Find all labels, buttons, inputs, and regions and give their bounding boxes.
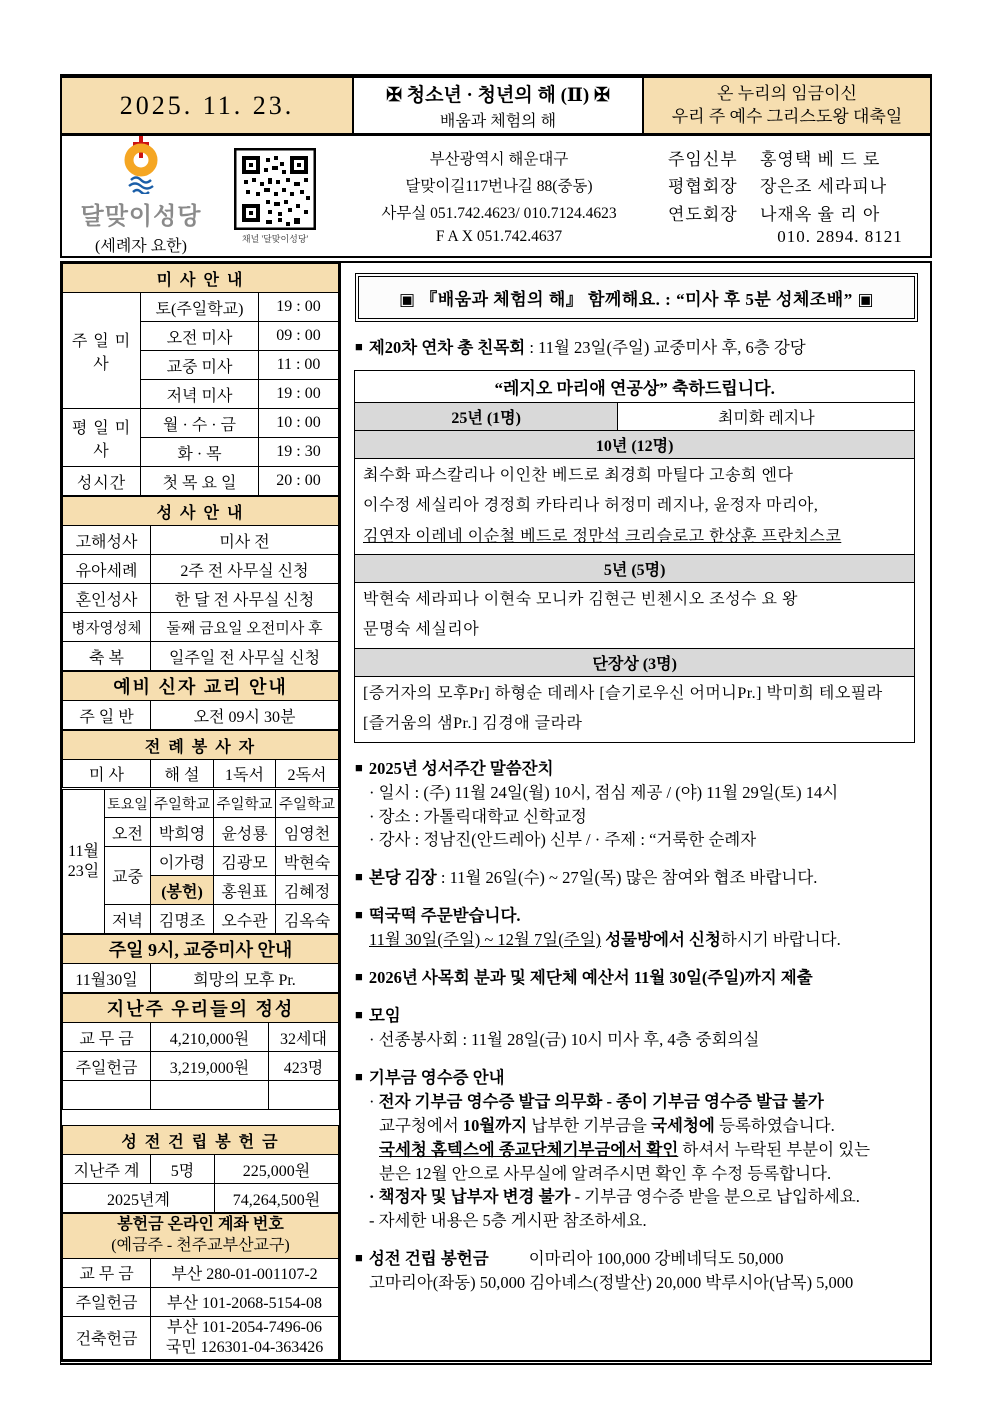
account-number: 부산 101-2068-5154-08 [151, 1287, 339, 1316]
notice-bold: 10월까지 [462, 1115, 528, 1135]
notice-receipt [355, 1066, 918, 1233]
legio-25yr-label: 25년 (1명) [355, 402, 618, 430]
table-row [63, 293, 339, 322]
mass-name: 첫 목 요 일 [141, 467, 259, 496]
bible-week-item: · 강사 : 정남진(안드레아) 신부 / · 주제 : “거룩한 순례자 [369, 830, 757, 850]
church-logo [62, 136, 220, 256]
section-title-building-fund: 성 전 건 립 봉 헌 금 [63, 1126, 339, 1155]
servers-name: 김혜정 [276, 876, 339, 905]
square-bullet-icon: ■ [355, 1007, 363, 1023]
theme-banner: ▣ 『배움과 체험의 해』 함께해요. : “미사 후 5분 성체조배” ▣ [355, 273, 918, 322]
square-bullet-icon: ■ [355, 907, 363, 923]
square-bullet-icon: ■ [355, 1068, 363, 1084]
offering-amount [151, 1081, 269, 1110]
catechism-label: 주 일 반 [63, 701, 151, 730]
staff-name: 홍영택 베 드 로 [760, 150, 881, 170]
offering-count: 32세대 [269, 1023, 339, 1052]
header [60, 74, 932, 258]
notice-rest: 분은 12월 안으로 사무실에 알려주시면 확인 후 수정 등록합니다. [379, 1163, 832, 1183]
col-header-commentator: 해 설 [151, 760, 214, 789]
servers-name: 김광모 [214, 847, 276, 876]
mass-group-holyhour: 성시간 [63, 467, 141, 496]
notice-building-donation [355, 1247, 918, 1295]
notice-general-meeting [355, 336, 918, 360]
notice-bold: 성전 건립 봉헌금 [368, 1249, 489, 1269]
table-row [63, 1052, 339, 1081]
sacrament-value: 한 달 전 사무실 신청 [151, 584, 339, 613]
table-row [63, 818, 339, 847]
notice-bold: 국세청에 [651, 1115, 715, 1135]
servers-name: 김명조 [151, 905, 214, 934]
sacrament-label: 혼인성사 [63, 584, 151, 613]
servers-name: 홍원표 [214, 876, 276, 905]
mass-schedule-table [62, 263, 339, 496]
section-title-mass: 미 사 안 내 [63, 264, 339, 293]
servers-offertory: (봉헌) [151, 876, 214, 905]
church-name: 달맞이성당 [80, 203, 202, 230]
receipt-hometax: 국세청 홈텍스에 종교단체기부금에서 확인 [379, 1139, 679, 1159]
building-fund-year-amount: 74,264,500원 [215, 1184, 339, 1213]
mass-name: 교중 미사 [141, 351, 259, 380]
offerings-table [62, 993, 339, 1110]
account-label: 건축헌금 [63, 1316, 151, 1359]
notice-ricecake [355, 904, 918, 952]
legio-names-line: 박현숙 세라피나 이현숙 모니카 김현근 빈첸시오 조성수 요 왕 [363, 591, 798, 609]
mass-name: 저녁 미사 [141, 380, 259, 409]
staff-list [668, 136, 930, 256]
address-city: 부산광역시 해운대구 [429, 150, 569, 168]
sacrament-value: 일주일 전 사무실 신청 [151, 642, 339, 671]
notice-budget [355, 966, 918, 990]
offering-label: 교 무 금 [63, 1023, 151, 1052]
church-address [330, 136, 668, 256]
offering-amount: 4,210,000원 [151, 1023, 269, 1052]
sacrament-value: 2주 전 사무실 신청 [151, 555, 339, 584]
table-row [63, 526, 339, 555]
table-row [63, 1155, 339, 1184]
address-fax: F A X 051.742.4637 [435, 227, 563, 245]
legio-title: “레지오 마리애 연공상” 축하드립니다. [355, 370, 915, 402]
building-fund-amount: 225,000원 [215, 1155, 339, 1184]
sacrament-label: 축 복 [63, 642, 151, 671]
staff-name: 나재옥 율 리 아 [760, 204, 881, 224]
year-theme-subtitle: 배움과 체험의 해 [439, 113, 557, 130]
sacrament-label: 유아세례 [63, 555, 151, 584]
square-bullet-icon: ■ [355, 339, 363, 354]
church-logo-icon [109, 136, 173, 194]
table-row [63, 409, 339, 438]
bible-week-item: · 장소 : 가톨릭대학교 신학교정 [369, 806, 587, 826]
legio-10yr-label: 10년 (12명) [355, 430, 915, 458]
year-theme-title: ✠ 청소년 · 청년의 해 (Ⅱ) ✠ [386, 85, 610, 106]
mass-group-weekday: 평 일 미 사 [63, 409, 141, 467]
account-number: 부산 280-01-001107-2 [151, 1258, 339, 1287]
servers-name: 이가령 [151, 847, 214, 876]
account-label: 주일헌금 [63, 1287, 151, 1316]
table-row [63, 642, 339, 671]
building-fund-table [62, 1125, 339, 1213]
donor-list-line: 고마리아(좌동) 50,000 김아녜스(정발산) 20,000 박루시아(남목) 5,000 [369, 1273, 854, 1293]
servers-name: 오수관 [214, 905, 276, 934]
staff-name: 장은조 세라피나 [760, 177, 888, 197]
sacrament-label: 병자영성체 [63, 613, 151, 642]
notice-kimjang [355, 866, 918, 890]
legio-5yr-label: 5년 (5명) [355, 555, 915, 583]
mass-time: 11 : 00 [259, 351, 339, 380]
notice-rest: 등록하였습니다. [714, 1115, 835, 1135]
sacrament-table [62, 496, 339, 671]
receipt-mandate: 전자 기부금 영수증 발급 의무화 - 종이 기부금 영수증 발급 불가 [378, 1091, 824, 1111]
notice-rest: 하시기 바랍니다. [720, 930, 841, 950]
square-bullet-icon: ■ [355, 969, 363, 985]
account-label: 교 무 금 [63, 1258, 151, 1287]
servers-name: 김옥숙 [276, 905, 339, 934]
sacrament-value: 미사 전 [151, 526, 339, 555]
building-fund-year-label: 2025년계 [63, 1184, 215, 1213]
notice-bold: 2025년 성서주간 말씀잔치 [368, 758, 554, 778]
right-column [339, 263, 930, 1360]
servers-name: 주일학교 [151, 789, 214, 818]
bible-week-item: · 일시 : (주) 11월 24일(월) 10시, 점심 제공 / (야) 11월 29일(토) 14시 [369, 782, 839, 802]
sacrament-value: 둘째 금요일 오전미사 후 [151, 613, 339, 642]
notice-rest: - 기부금 영수증 받을 분으로 납입하세요. [570, 1187, 860, 1207]
notice-bold: 떡국떡 주문받습니다. [368, 906, 521, 926]
offering-count [269, 1081, 339, 1110]
receipt-no-change: · 책정자 및 납부자 변경 불가 [369, 1187, 571, 1207]
notice-rest: · [369, 1091, 379, 1111]
offering-label: 주일헌금 [63, 1052, 151, 1081]
table-row [355, 402, 915, 430]
feast-title [644, 78, 930, 133]
section-title-sacrament: 성 사 안 내 [63, 497, 339, 526]
qr-code [220, 136, 330, 256]
left-column [62, 263, 339, 1360]
section-title-sunday9: 주일 9시, 교중미사 안내 [63, 935, 339, 964]
legio-names-line: 문명숙 세실리아 [363, 621, 480, 639]
legio-names-line: 이수정 세실리아 경정희 카타리나 허정미 레지나, 윤정자 마리아, [363, 497, 819, 515]
legio-leader-names [355, 676, 915, 742]
legio-25yr-name: 최미화 레지나 [618, 402, 915, 430]
servers-name: 윤성룡 [214, 818, 276, 847]
account-number-line2: 국민 126301-04-363426 [165, 1338, 324, 1356]
donor-list-line: 이마리아 100,000 강베네딕도 50,000 [528, 1249, 784, 1269]
feast-line1: 온 누리의 임금이신 [717, 83, 857, 103]
sacrament-label: 고해성사 [63, 526, 151, 555]
notice-rest: 교구청에서 [379, 1115, 463, 1135]
bulletin-body [60, 261, 932, 1365]
mass-name: 오전 미사 [141, 322, 259, 351]
servers-name: 박희영 [151, 818, 214, 847]
table-row [63, 1258, 339, 1287]
table-header-row [63, 760, 339, 789]
church-patron: (세례자 요한) [95, 238, 187, 255]
notice-bold: 기부금 영수증 안내 [368, 1067, 505, 1087]
feast-line2: 우리 주 예수 그리스도왕 대축일 [671, 106, 903, 126]
account-number-line1: 부산 101-2054-7496-06 [167, 1318, 322, 1336]
staff-role: 평협회장 [668, 177, 738, 197]
header-bottom-row [62, 136, 930, 256]
section-title-catechism: 예비 신자 교리 안내 [63, 672, 339, 701]
liturgy-servers-table [62, 730, 339, 934]
offering-label [63, 1081, 151, 1110]
staff-row [668, 172, 920, 197]
header-top-row [62, 78, 930, 136]
notice-bold: 제20차 연차 총 친목회 [368, 338, 526, 357]
catechism-table [62, 671, 339, 730]
section-title-servers: 전 례 봉 사 자 [63, 731, 339, 760]
notice-bible-week [355, 757, 918, 853]
accounts-table [62, 1213, 339, 1360]
staff-row [668, 200, 920, 225]
servers-slot: 토요일 [105, 789, 151, 818]
account-number [151, 1316, 339, 1359]
sunday9-table [62, 934, 339, 993]
bulletin-page [60, 0, 932, 1365]
legio-names-line: 최수화 파스칼리나 이인찬 베드로 최경희 마틸다 고송희 엔다 [363, 466, 794, 484]
square-bullet-icon: ■ [355, 1250, 363, 1266]
notice-rest: 하셔서 누락된 부분이 있는 [678, 1139, 871, 1159]
catechism-value: 오전 09시 30분 [151, 701, 339, 730]
square-bullet-icon: ■ [355, 869, 363, 885]
mass-name: 월 · 수 · 금 [141, 409, 259, 438]
mass-time: 19 : 00 [259, 380, 339, 409]
qr-code-icon [234, 148, 316, 230]
sunday9-date: 11월30일 [63, 964, 151, 993]
mass-group-sunday: 주 일 미 사 [63, 293, 141, 409]
mass-time: 19 : 00 [259, 293, 339, 322]
table-row [63, 555, 339, 584]
building-fund-label: 지난주 계 [63, 1155, 151, 1184]
staff-role [668, 227, 760, 247]
servers-slot: 저녁 [105, 905, 151, 934]
mass-name: 토(주일학교) [141, 293, 259, 322]
table-row [63, 847, 339, 876]
table-row [63, 1287, 339, 1316]
table-row [63, 701, 339, 730]
notice-rest: 납부한 기부금을 [527, 1115, 652, 1135]
table-row [63, 1023, 339, 1052]
staff-row [668, 145, 920, 170]
notice-bold: 2026년 사목회 분과 및 제단체 예산서 11월 30일(주일)까지 제출 [368, 968, 813, 988]
section-title-accounts [63, 1214, 339, 1259]
spacer [62, 1110, 339, 1125]
notice-rest: - 자세한 내용은 5층 게시판 참조하세요. [369, 1211, 647, 1231]
mass-time: 19 : 30 [259, 438, 339, 467]
year-theme [354, 78, 644, 133]
staff-role: 주임신부 [668, 150, 738, 170]
legio-5yr-names [355, 583, 915, 649]
offering-amount: 3,219,000원 [151, 1052, 269, 1081]
building-fund-count: 5명 [151, 1155, 215, 1184]
square-bullet-icon: ■ [355, 759, 363, 775]
mass-time: 09 : 00 [259, 322, 339, 351]
mass-time: 10 : 00 [259, 409, 339, 438]
bulletin-date: 2025. 11. 23. [62, 78, 354, 133]
accounts-title-line1: 봉헌금 온라인 계좌 번호 [117, 1216, 284, 1233]
table-row [63, 1081, 339, 1110]
servers-name: 주일학교 [214, 789, 276, 818]
qr-caption: 채널 '달맞이성당' [241, 233, 309, 244]
legio-10yr-names [355, 458, 915, 554]
mass-name: 화 · 목 [141, 438, 259, 467]
staff-row [668, 227, 920, 247]
ricecake-dates: 11월 30일(주일) ~ 12월 7일(주일) [369, 930, 602, 950]
address-phone: 사무실 051.742.4623/ 010.7124.4623 [381, 204, 617, 222]
notice-bold: 본당 김장 [368, 868, 437, 888]
notice-rest: : 11월 23일(주일) 교중미사 후, 6층 강당 [525, 338, 806, 357]
servers-name: 박현숙 [276, 847, 339, 876]
mass-time: 20 : 00 [259, 467, 339, 496]
servers-name: 주일학교 [276, 789, 339, 818]
notice-bold: 모임 [368, 1006, 401, 1026]
legio-names-line: 김연자 이레네 이순철 베드로 정만석 크리슬로고 한상훈 프란치스코 [363, 527, 842, 545]
ricecake-place: 성물방에서 신청 [601, 930, 721, 950]
offering-count: 423명 [269, 1052, 339, 1081]
table-row [63, 1184, 339, 1213]
table-row [63, 1316, 339, 1359]
table-row [63, 905, 339, 934]
table-row [63, 789, 339, 818]
notice-meeting [355, 1004, 918, 1052]
accounts-title-line2: (예금주 - 천주교부산교구) [111, 1236, 290, 1254]
meeting-item: · 선종봉사회 : 11월 28일(금) 10시 미사 후, 4층 중회의실 [369, 1029, 760, 1049]
sunday9-value: 희망의 모후 Pr. [151, 964, 339, 993]
table-row [63, 613, 339, 642]
table-row [63, 964, 339, 993]
table-row [63, 584, 339, 613]
table-row [63, 467, 339, 496]
legio-award-table [354, 370, 915, 743]
col-header-reading1: 1독서 [214, 760, 276, 789]
servers-date: 11월 23일 [63, 789, 105, 934]
col-header-reading2: 2독서 [276, 760, 339, 789]
servers-slot: 교중 [105, 847, 151, 905]
legio-leader-label: 단장상 (3명) [355, 648, 915, 676]
col-header-mass: 미 사 [63, 760, 151, 789]
address-street: 달맞이길117번나길 88(중동) [405, 177, 593, 195]
legio-names-line: [즐거움의 샘Pr.] 김경애 글라라 [363, 715, 583, 733]
servers-slot: 오전 [105, 818, 151, 847]
staff-role: 연도회장 [668, 204, 738, 224]
section-title-offerings: 지난주 우리들의 정성 [63, 994, 339, 1023]
notice-rest: : 11월 26일(수) ~ 27일(목) 많은 참여와 협조 바랍니다. [436, 868, 818, 888]
servers-name: 임영천 [276, 818, 339, 847]
staff-phone: 010. 2894. 8121 [777, 226, 903, 246]
legio-names-line: [증거자의 모후Pr] 하형순 데레사 [슬기로우신 어머니Pr.] 박미희 테오필라 [363, 684, 883, 702]
